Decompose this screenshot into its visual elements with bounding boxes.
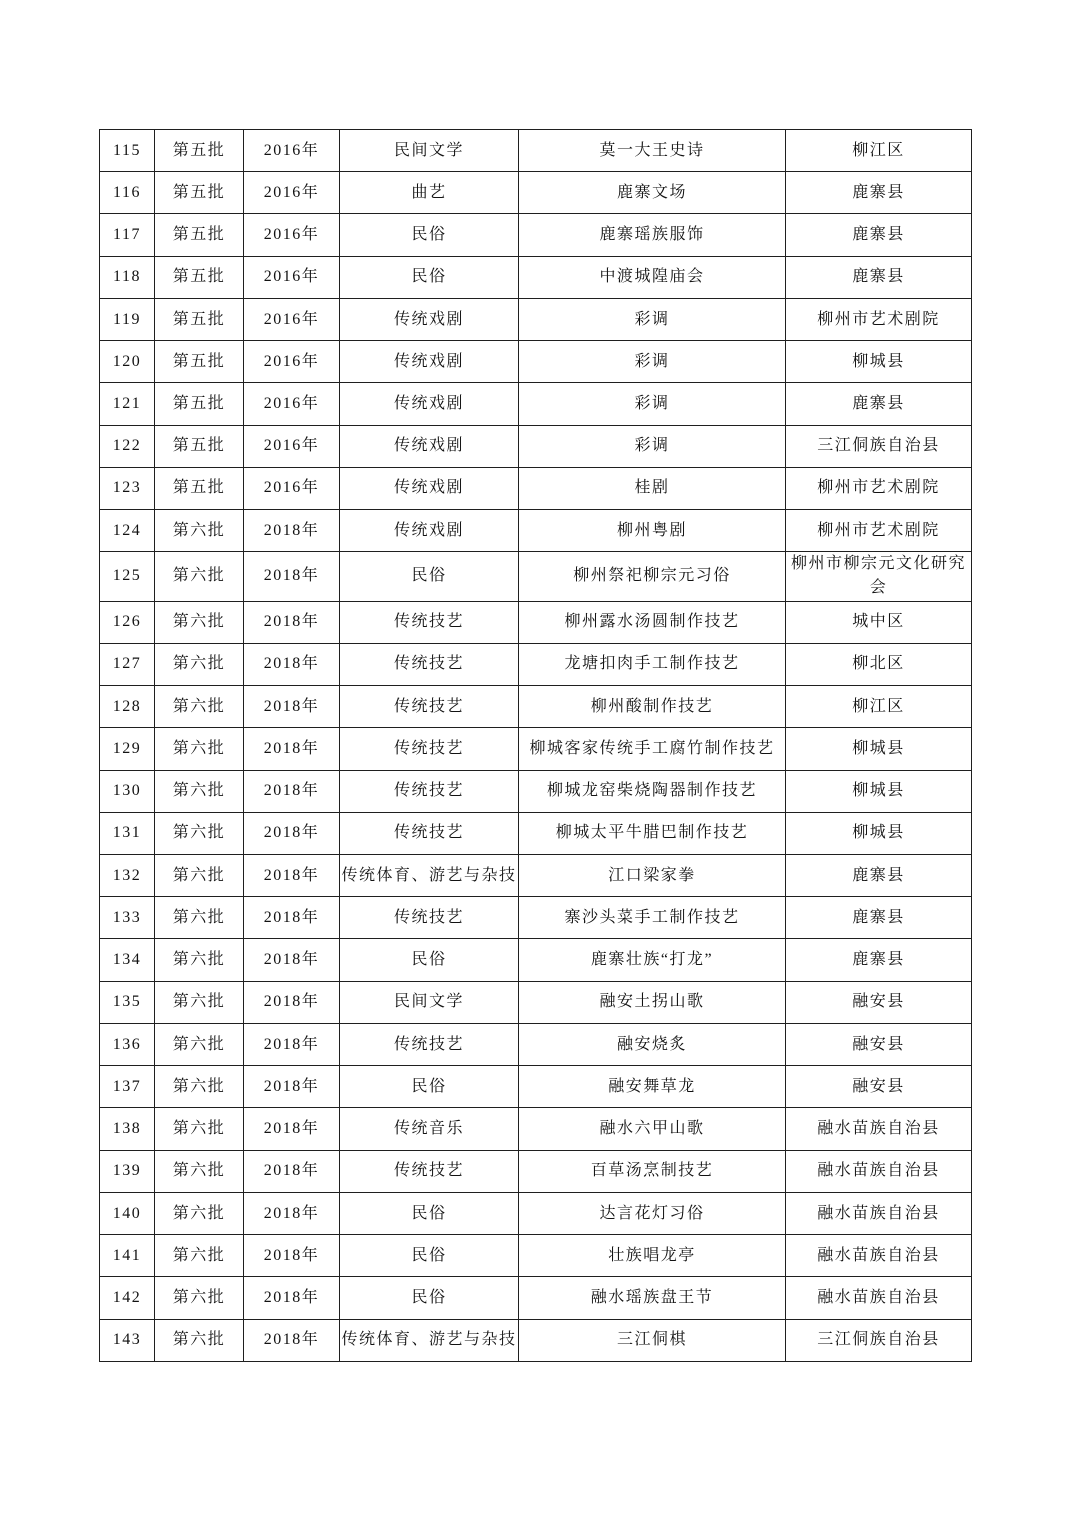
table-cell: 壮族唱龙亭 — [519, 1235, 786, 1277]
table-cell: 民俗 — [340, 256, 519, 298]
table-cell: 彩调 — [519, 383, 786, 425]
table-cell: 民俗 — [340, 214, 519, 256]
table-cell: 2018年 — [244, 897, 340, 939]
table-cell: 民俗 — [340, 1235, 519, 1277]
table-cell: 第五批 — [155, 256, 244, 298]
table-cell: 三江侗族自治县 — [786, 1319, 972, 1361]
table-cell: 第六批 — [155, 1235, 244, 1277]
table-row — [100, 1023, 972, 1065]
table-cell: 柳州祭祀柳宗元习俗 — [519, 552, 786, 601]
table-row — [100, 256, 972, 298]
table-cell: 寨沙头菜手工制作技艺 — [519, 897, 786, 939]
table-cell: 第六批 — [155, 1319, 244, 1361]
table-cell: 传统戏剧 — [340, 383, 519, 425]
table-cell: 传统技艺 — [340, 643, 519, 685]
table-cell: 第六批 — [155, 770, 244, 812]
table-cell: 鹿寨县 — [786, 256, 972, 298]
table-cell: 融安县 — [786, 1023, 972, 1065]
table-cell: 融水瑶族盘王节 — [519, 1277, 786, 1319]
table-cell: 传统技艺 — [340, 1150, 519, 1192]
table-cell: 第五批 — [155, 214, 244, 256]
table-cell: 鹿寨瑶族服饰 — [519, 214, 786, 256]
table-row — [100, 172, 972, 214]
table-cell: 融水苗族自治县 — [786, 1192, 972, 1234]
table-cell: 第六批 — [155, 1192, 244, 1234]
table-cell: 三江侗族自治县 — [786, 425, 972, 467]
table-cell: 135 — [100, 981, 155, 1023]
table-cell: 中渡城隍庙会 — [519, 256, 786, 298]
table-cell: 第五批 — [155, 130, 244, 172]
table-cell: 2016年 — [244, 467, 340, 509]
table-cell: 传统技艺 — [340, 601, 519, 643]
table-cell: 128 — [100, 686, 155, 728]
table-cell: 129 — [100, 728, 155, 770]
table-cell: 120 — [100, 341, 155, 383]
table-row — [100, 1192, 972, 1234]
table-cell: 融水苗族自治县 — [786, 1150, 972, 1192]
table-cell: 2018年 — [244, 812, 340, 854]
table-row — [100, 728, 972, 770]
table-cell: 鹿寨文场 — [519, 172, 786, 214]
table-cell: 第五批 — [155, 383, 244, 425]
table-row — [100, 601, 972, 643]
table-cell: 2018年 — [244, 981, 340, 1023]
table-cell: 2018年 — [244, 601, 340, 643]
table-cell: 传统技艺 — [340, 770, 519, 812]
table-cell: 第五批 — [155, 467, 244, 509]
table-row — [100, 1066, 972, 1108]
table-cell: 2018年 — [244, 1235, 340, 1277]
table-cell: 柳城客家传统手工腐竹制作技艺 — [519, 728, 786, 770]
table-row — [100, 981, 972, 1023]
table-cell: 柳州市柳宗元文化研究会 — [786, 552, 972, 601]
table-cell: 2016年 — [244, 256, 340, 298]
table-cell: 曲艺 — [340, 172, 519, 214]
table-row — [100, 298, 972, 340]
table-row — [100, 214, 972, 256]
table-row — [100, 939, 972, 981]
table-cell: 121 — [100, 383, 155, 425]
table-row — [100, 855, 972, 897]
table-cell: 鹿寨壮族“打龙” — [519, 939, 786, 981]
table-cell: 融安土拐山歌 — [519, 981, 786, 1023]
table-row — [100, 897, 972, 939]
table-cell: 鹿寨县 — [786, 214, 972, 256]
table-cell: 2018年 — [244, 939, 340, 981]
table-cell: 融水苗族自治县 — [786, 1235, 972, 1277]
table-cell: 城中区 — [786, 601, 972, 643]
table-cell: 传统技艺 — [340, 812, 519, 854]
table-cell: 传统技艺 — [340, 728, 519, 770]
table-cell: 融安舞草龙 — [519, 1066, 786, 1108]
table-cell: 莫一大王史诗 — [519, 130, 786, 172]
table-cell: 2016年 — [244, 130, 340, 172]
table-cell: 第六批 — [155, 981, 244, 1023]
table-cell: 141 — [100, 1235, 155, 1277]
table-cell: 2018年 — [244, 1023, 340, 1065]
table-cell: 2018年 — [244, 1066, 340, 1108]
table-cell: 2018年 — [244, 686, 340, 728]
table-cell: 第六批 — [155, 686, 244, 728]
table-cell: 第六批 — [155, 601, 244, 643]
table-row — [100, 770, 972, 812]
table-cell: 龙塘扣肉手工制作技艺 — [519, 643, 786, 685]
table-cell: 传统戏剧 — [340, 510, 519, 552]
table-row — [100, 510, 972, 552]
table-cell: 柳州粤剧 — [519, 510, 786, 552]
table-cell: 传统戏剧 — [340, 425, 519, 467]
table-cell: 融安县 — [786, 1066, 972, 1108]
table-cell: 江口梁家拳 — [519, 855, 786, 897]
table-cell: 2016年 — [244, 341, 340, 383]
table-cell: 第六批 — [155, 552, 244, 601]
table-cell: 民俗 — [340, 939, 519, 981]
table-cell: 融水六甲山歌 — [519, 1108, 786, 1150]
table-cell: 融水苗族自治县 — [786, 1277, 972, 1319]
table-cell: 第六批 — [155, 855, 244, 897]
table-cell: 柳城太平牛腊巴制作技艺 — [519, 812, 786, 854]
table-cell: 柳州市艺术剧院 — [786, 510, 972, 552]
table-cell: 柳州市艺术剧院 — [786, 467, 972, 509]
table-cell: 第五批 — [155, 425, 244, 467]
table-cell: 民俗 — [340, 1066, 519, 1108]
table-cell: 第六批 — [155, 728, 244, 770]
table-cell: 2016年 — [244, 383, 340, 425]
table-row — [100, 467, 972, 509]
table-cell: 民间文学 — [340, 981, 519, 1023]
table-cell: 柳城县 — [786, 812, 972, 854]
table-row — [100, 643, 972, 685]
table-cell: 柳城县 — [786, 341, 972, 383]
table-cell: 第六批 — [155, 1108, 244, 1150]
table-row — [100, 552, 972, 601]
table-cell: 第六批 — [155, 939, 244, 981]
table-cell: 传统戏剧 — [340, 341, 519, 383]
table-cell: 124 — [100, 510, 155, 552]
table-cell: 2016年 — [244, 172, 340, 214]
table-cell: 2018年 — [244, 855, 340, 897]
table-cell: 传统体育、游艺与杂技 — [340, 855, 519, 897]
table-row — [100, 686, 972, 728]
table-cell: 116 — [100, 172, 155, 214]
table-cell: 传统音乐 — [340, 1108, 519, 1150]
table-cell: 鹿寨县 — [786, 939, 972, 981]
table-cell: 鹿寨县 — [786, 855, 972, 897]
table-cell: 彩调 — [519, 341, 786, 383]
table-cell: 民俗 — [340, 552, 519, 601]
table-cell: 2018年 — [244, 510, 340, 552]
table-row — [100, 1108, 972, 1150]
table-cell: 柳城县 — [786, 770, 972, 812]
table-cell: 彩调 — [519, 298, 786, 340]
table-cell: 第五批 — [155, 298, 244, 340]
table-cell: 第六批 — [155, 1277, 244, 1319]
table-cell: 鹿寨县 — [786, 383, 972, 425]
table-cell: 2018年 — [244, 1277, 340, 1319]
table-cell: 119 — [100, 298, 155, 340]
table-cell: 137 — [100, 1066, 155, 1108]
table-cell: 传统戏剧 — [340, 467, 519, 509]
table-cell: 柳北区 — [786, 643, 972, 685]
table-row — [100, 812, 972, 854]
table-cell: 130 — [100, 770, 155, 812]
table-cell: 131 — [100, 812, 155, 854]
table-cell: 132 — [100, 855, 155, 897]
table-cell: 第六批 — [155, 643, 244, 685]
table-cell: 第六批 — [155, 1023, 244, 1065]
table-cell: 第六批 — [155, 897, 244, 939]
table-cell: 第六批 — [155, 1066, 244, 1108]
table-cell: 2018年 — [244, 1150, 340, 1192]
table-cell: 136 — [100, 1023, 155, 1065]
table-cell: 138 — [100, 1108, 155, 1150]
table-cell: 百草汤烹制技艺 — [519, 1150, 786, 1192]
table-cell: 传统戏剧 — [340, 298, 519, 340]
table-cell: 彩调 — [519, 425, 786, 467]
table-cell: 2018年 — [244, 1192, 340, 1234]
table-cell: 第六批 — [155, 812, 244, 854]
table-cell: 123 — [100, 467, 155, 509]
table-cell: 柳城龙窑柴烧陶器制作技艺 — [519, 770, 786, 812]
table-row — [100, 1150, 972, 1192]
table-cell: 柳州露水汤圆制作技艺 — [519, 601, 786, 643]
table-cell: 122 — [100, 425, 155, 467]
table-cell: 柳州酸制作技艺 — [519, 686, 786, 728]
table-cell: 134 — [100, 939, 155, 981]
table-cell: 融安县 — [786, 981, 972, 1023]
table-cell: 柳江区 — [786, 130, 972, 172]
table-cell: 柳江区 — [786, 686, 972, 728]
table-cell: 2018年 — [244, 552, 340, 601]
table-cell: 三江侗棋 — [519, 1319, 786, 1361]
table-body — [100, 130, 972, 1362]
table-cell: 鹿寨县 — [786, 172, 972, 214]
table-cell: 2018年 — [244, 1319, 340, 1361]
table-cell: 2018年 — [244, 643, 340, 685]
table-cell: 第五批 — [155, 172, 244, 214]
table-cell: 2016年 — [244, 298, 340, 340]
table-row — [100, 341, 972, 383]
table-cell: 118 — [100, 256, 155, 298]
table-cell: 125 — [100, 552, 155, 601]
table-cell: 民间文学 — [340, 130, 519, 172]
table-cell: 142 — [100, 1277, 155, 1319]
table-cell: 第五批 — [155, 341, 244, 383]
table-cell: 117 — [100, 214, 155, 256]
table-cell: 115 — [100, 130, 155, 172]
table-row — [100, 1319, 972, 1361]
table-cell: 民俗 — [340, 1192, 519, 1234]
table-cell: 140 — [100, 1192, 155, 1234]
table-cell: 达言花灯习俗 — [519, 1192, 786, 1234]
table-cell: 融安烧炙 — [519, 1023, 786, 1065]
table-cell: 143 — [100, 1319, 155, 1361]
table-cell: 139 — [100, 1150, 155, 1192]
table-cell: 传统技艺 — [340, 897, 519, 939]
table-cell: 第六批 — [155, 510, 244, 552]
table-cell: 126 — [100, 601, 155, 643]
table-cell: 127 — [100, 643, 155, 685]
heritage-list-table — [99, 129, 972, 1362]
table-cell: 传统体育、游艺与杂技 — [340, 1319, 519, 1361]
table-cell: 柳城县 — [786, 728, 972, 770]
table-row — [100, 383, 972, 425]
table-cell: 2018年 — [244, 770, 340, 812]
table-cell: 民俗 — [340, 1277, 519, 1319]
table-row — [100, 425, 972, 467]
table-cell: 第六批 — [155, 1150, 244, 1192]
table-row — [100, 1277, 972, 1319]
table-cell: 传统技艺 — [340, 686, 519, 728]
table-cell: 133 — [100, 897, 155, 939]
table-cell: 传统技艺 — [340, 1023, 519, 1065]
table-cell: 2016年 — [244, 214, 340, 256]
table-row — [100, 1235, 972, 1277]
table-cell: 柳州市艺术剧院 — [786, 298, 972, 340]
table-cell: 2018年 — [244, 1108, 340, 1150]
table-cell: 鹿寨县 — [786, 897, 972, 939]
table-cell: 2018年 — [244, 728, 340, 770]
table-cell: 桂剧 — [519, 467, 786, 509]
table-row — [100, 130, 972, 172]
table-cell: 2016年 — [244, 425, 340, 467]
table-cell: 融水苗族自治县 — [786, 1108, 972, 1150]
